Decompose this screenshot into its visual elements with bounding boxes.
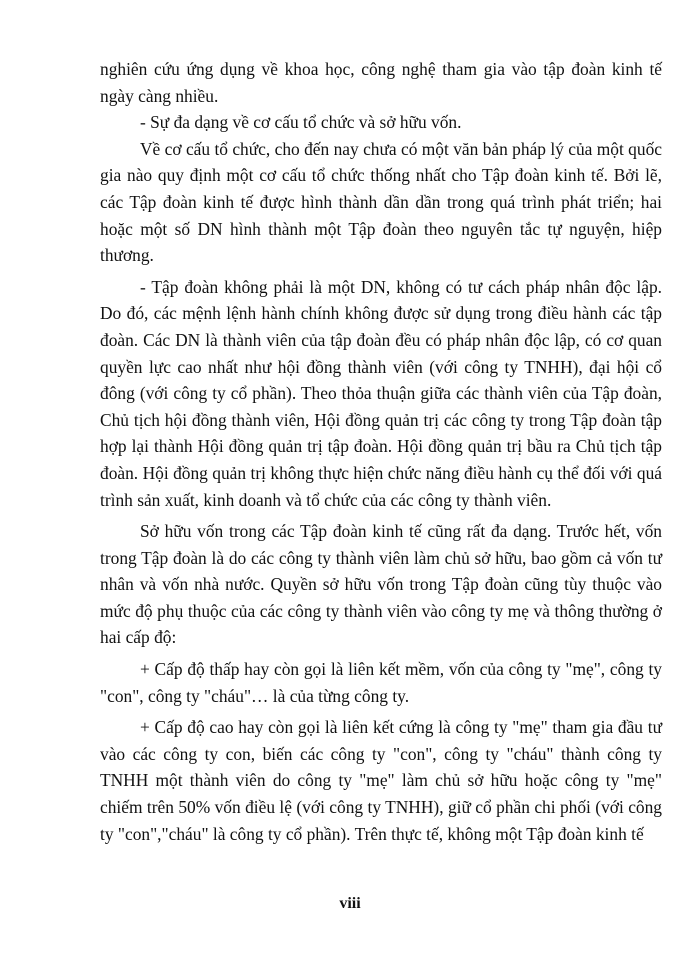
paragraph-low-level: + Cấp độ thấp hay còn gọi là liên kết mềm, vốn của công ty "mẹ", công ty "con", công ty "cháu"… là của từng công ty.	[100, 659, 662, 706]
paragraph-capital-ownership: Sở hữu vốn trong các Tập đoàn kinh tế cũng rất đa dạng. Trước hết, vốn trong Tập đoàn là do các công ty thành viên làm chủ sở hữu, bao gồm cả vốn tư nhân và vốn nhà nước. Quyền sở hữu vốn trong Tập đoàn cũng tùy thuộc vào mức độ phụ thuộc của các công ty thành viên vào công ty mẹ và thông thường ở hai cấp độ:	[100, 521, 662, 648]
paragraph-high-level: + Cấp độ cao hay còn gọi là liên kết cứng là công ty "mẹ" tham gia đầu tư vào các công ty con, biến các công ty "con", công ty "cháu" thành công ty TNHH một thành viên do công ty "mẹ" làm chủ sở hữu hoặc công ty "mẹ" chiếm trên 50% vốn điều lệ (với công ty TNHH), giữ cổ phần chi phối (với công ty "con","cháu" là công ty cổ phần). Trên thực tế, không một Tập đoàn kinh tế	[100, 717, 662, 844]
paragraph-continuation: nghiên cứu ứng dụng về khoa học, công nghệ tham gia vào tập đoàn kinh tế ngày càng nhiều.	[100, 59, 662, 106]
page-number: viii	[339, 895, 361, 912]
paragraph-not-enterprise: - Tập đoàn không phải là một DN, không có tư cách pháp nhân độc lập. Do đó, các mệnh lệnh hành chính không được sử dụng trong điều hành các tập đoàn. Các DN là thành viên của tập đoàn đều có pháp nhân độc lập, có cơ quan quyền lực cao nhất như hội đồng thành viên (với công ty TNHH), đại hội cổ đông (với công ty cổ phần). Theo thỏa thuận giữa các thành viên của Tập đoàn, Chủ tịch hội đồng thành viên, Hội đồng quản trị các công ty trong Tập đoàn tập hợp lại thành Hội đồng quản trị tập đoàn. Hội đồng quản trị bầu ra Chủ tịch tập đoàn. Hội đồng quản trị không thực hiện chức năng điều hành cụ thể đối với quá trình sản xuất, kinh doanh và tổ chức của các công ty thành viên.	[100, 276, 662, 510]
document-body	[100, 56, 662, 847]
paragraph-heading-diversity: - Sự đa dạng về cơ cấu tổ chức và sở hữu vốn.	[140, 112, 462, 133]
paragraph-organizational-structure: Về cơ cấu tổ chức, cho đến nay chưa có một văn bản pháp lý của một quốc gia nào quy định một cơ cấu tổ chức thống nhất cho Tập đoàn kinh tế. Bởi lẽ, các Tập đoàn kinh tế được hình thành dần dần trong quá trình phát triển; hai hoặc một số DN hình thành một Tập đoàn theo nguyên tắc tự nguyện, hiệp thương.	[100, 138, 662, 266]
